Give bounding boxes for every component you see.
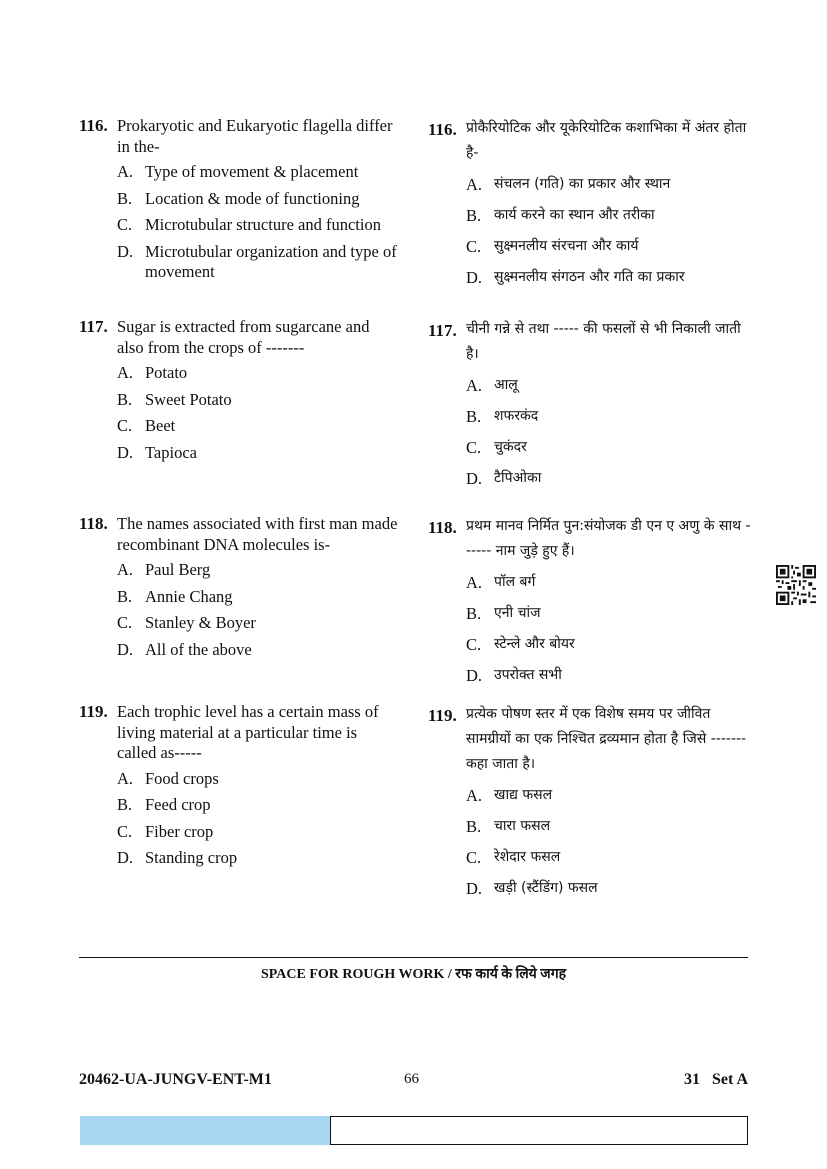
- options-list: [117, 162, 399, 283]
- option-label: A.: [117, 162, 134, 181]
- option-label: C.: [466, 237, 482, 256]
- option-text: सुक्ष्मनलीय संरचना और कार्य: [494, 238, 639, 254]
- option-item: [466, 876, 753, 901]
- option-item: [117, 189, 399, 210]
- option-label: A.: [117, 768, 134, 788]
- option-label: A.: [466, 573, 483, 592]
- option-text: खाद्य फसल: [494, 787, 553, 803]
- option-label: B.: [466, 206, 482, 225]
- question-hindi-2: [428, 514, 753, 694]
- question-text: प्रोकैरियोटिक और यूकेरियोटिक कशाभिका में अंतर होता है-: [466, 120, 747, 161]
- option-item: [466, 373, 753, 398]
- options-list: [466, 570, 753, 688]
- question-number: 117.: [79, 317, 108, 336]
- question-english-0: [79, 116, 399, 289]
- options-list: [117, 363, 399, 463]
- option-text: Location & mode of functioning: [145, 188, 360, 208]
- option-text: उपरोक्त सभी: [494, 667, 562, 683]
- option-item: [466, 234, 753, 259]
- option-label: B.: [117, 795, 133, 814]
- option-text: रेशेदार फसल: [494, 849, 561, 865]
- option-text: Feed crop: [145, 795, 211, 814]
- option-item: [117, 560, 399, 581]
- question-head: [428, 514, 753, 564]
- rough-work-label: SPACE FOR ROUGH WORK / रफ कार्य के लिये जगह: [260, 967, 567, 982]
- option-item: [466, 203, 753, 228]
- question-number: 116.: [79, 116, 108, 135]
- option-item: [117, 162, 399, 183]
- option-label: B.: [466, 407, 482, 426]
- option-item: [466, 265, 753, 290]
- qr-code-icon: [776, 565, 816, 605]
- question-head: [428, 702, 753, 777]
- question-text: Prokaryotic and Eukaryotic flagella differ in the-: [117, 116, 393, 156]
- option-text: सुक्ष्मनलीय संगठन और गति का प्रकार: [494, 269, 685, 285]
- option-label: D.: [466, 268, 483, 287]
- option-text: All of the above: [145, 639, 252, 659]
- option-text: स्टेन्ले और बोयर: [494, 636, 575, 652]
- option-label: B.: [466, 817, 482, 836]
- question-number: 116.: [428, 120, 457, 139]
- set-name: Set A: [712, 1071, 748, 1088]
- option-item: [117, 242, 399, 283]
- option-text: Sweet Potato: [145, 389, 232, 409]
- question-text: The names associated with first man made recombinant DNA molecules is-: [117, 514, 398, 554]
- question-text: Sugar is extracted from sugarcane and also from the crops of -------: [117, 317, 370, 357]
- option-label: C.: [117, 821, 133, 841]
- footer-color-bar: [80, 1116, 330, 1145]
- option-item: [117, 443, 399, 464]
- question-english-3: [79, 702, 399, 875]
- option-text: कार्य करने का स्थान और तरीका: [494, 207, 655, 223]
- option-text: Tapioca: [145, 442, 197, 462]
- option-text: Paul Berg: [145, 560, 211, 579]
- question-number: 117.: [428, 321, 457, 340]
- option-item: [466, 404, 753, 429]
- option-label: D.: [117, 442, 134, 462]
- option-label: A.: [117, 560, 134, 579]
- options-list: [117, 560, 399, 660]
- divider-line: [79, 957, 748, 958]
- option-item: [117, 416, 399, 437]
- option-label: B.: [117, 586, 133, 606]
- page-number: 66: [404, 1071, 419, 1087]
- option-text: Microtubular organization and type of movement: [145, 241, 397, 281]
- option-label: A.: [117, 363, 134, 382]
- option-text: एनी चांज: [494, 605, 541, 621]
- option-label: C.: [117, 613, 133, 632]
- question-text: Each trophic level has a certain mass of living material at a particular time is called as-----: [117, 702, 379, 762]
- option-label: D.: [466, 666, 483, 685]
- options-list: [466, 373, 753, 491]
- option-text: पॉल बर्ग: [494, 574, 536, 590]
- option-label: C.: [117, 215, 133, 234]
- option-text: शफरकंद: [494, 408, 539, 424]
- option-text: टैपिओका: [494, 470, 542, 486]
- option-text: खड़ी (स्टैंडिंग) फसल: [494, 880, 598, 896]
- option-item: [466, 845, 753, 870]
- paper-code: 20462-UA-JUNGV-ENT-M1: [79, 1071, 272, 1088]
- question-head: [79, 116, 399, 157]
- question-head: [79, 317, 399, 358]
- option-text: Food crops: [145, 768, 219, 788]
- option-label: C.: [117, 416, 133, 435]
- footer-box: [330, 1116, 748, 1145]
- question-hindi-3: [428, 702, 753, 907]
- option-label: D.: [117, 848, 134, 867]
- option-item: [117, 848, 399, 869]
- option-text: चुकंदर: [494, 439, 527, 455]
- question-english-1: [79, 317, 399, 469]
- set-label: [684, 1071, 748, 1089]
- option-item: [466, 172, 753, 197]
- option-item: [466, 814, 753, 839]
- option-text: Beet: [145, 416, 176, 435]
- option-label: A.: [466, 376, 483, 395]
- question-number: 119.: [79, 702, 108, 721]
- option-text: Fiber crop: [145, 821, 214, 841]
- option-label: D.: [466, 469, 483, 488]
- option-text: संचलन (गति) का प्रकार और स्थान: [494, 176, 671, 192]
- option-label: A.: [466, 786, 483, 805]
- option-item: [466, 783, 753, 808]
- option-label: C.: [466, 438, 482, 457]
- options-list: [466, 783, 753, 901]
- option-label: B.: [117, 389, 133, 409]
- option-item: [466, 632, 753, 657]
- option-text: Stanley & Boyer: [145, 613, 256, 632]
- option-item: [466, 435, 753, 460]
- option-item: [117, 613, 399, 634]
- question-head: [428, 116, 753, 166]
- option-item: [117, 215, 399, 236]
- option-label: D.: [117, 639, 134, 659]
- question-text: प्रत्येक पोषण स्तर में एक विशेष समय पर जीवित सामग्रीयों का एक निश्चित द्रव्यमान होता है जिसे ------- कहा जाता है।: [466, 706, 747, 772]
- option-item: [117, 795, 399, 816]
- question-text: प्रथम मानव निर्मित पुन:संयोजक डी एन ए अणु के साथ ------ नाम जुड़े हुए हैं।: [466, 518, 751, 559]
- option-text: Annie Chang: [145, 586, 233, 606]
- question-hindi-1: [428, 317, 753, 497]
- option-text: Type of movement & placement: [145, 162, 359, 181]
- question-text: चीनी गन्ने से तथा ----- की फसलों से भी निकाली जाती है।: [466, 321, 741, 362]
- option-text: Standing crop: [145, 848, 238, 867]
- question-number: 118.: [79, 514, 108, 533]
- option-text: चारा फसल: [494, 818, 551, 834]
- option-item: [117, 769, 399, 790]
- booklet-number: 31: [684, 1071, 700, 1088]
- option-label: D.: [466, 879, 483, 898]
- question-head: [79, 702, 399, 764]
- option-label: A.: [466, 175, 483, 194]
- option-item: [466, 570, 753, 595]
- option-item: [117, 822, 399, 843]
- question-english-2: [79, 514, 399, 666]
- option-text: Microtubular structure and function: [145, 215, 381, 234]
- question-head: [428, 317, 753, 367]
- option-item: [466, 663, 753, 688]
- question-head: [79, 514, 399, 555]
- question-hindi-0: [428, 116, 753, 296]
- option-label: B.: [466, 604, 482, 623]
- options-list: [117, 769, 399, 869]
- option-item: [117, 587, 399, 608]
- option-item: [117, 390, 399, 411]
- option-item: [117, 363, 399, 384]
- option-text: Potato: [145, 363, 188, 382]
- option-item: [466, 601, 753, 626]
- question-number: 118.: [428, 518, 457, 537]
- option-label: C.: [466, 635, 482, 654]
- option-label: C.: [466, 848, 482, 867]
- option-item: [466, 466, 753, 491]
- option-label: B.: [117, 188, 133, 208]
- option-text: आलू: [494, 377, 518, 393]
- question-number: 119.: [428, 706, 457, 725]
- option-item: [117, 640, 399, 661]
- options-list: [466, 172, 753, 290]
- option-label: D.: [117, 241, 134, 261]
